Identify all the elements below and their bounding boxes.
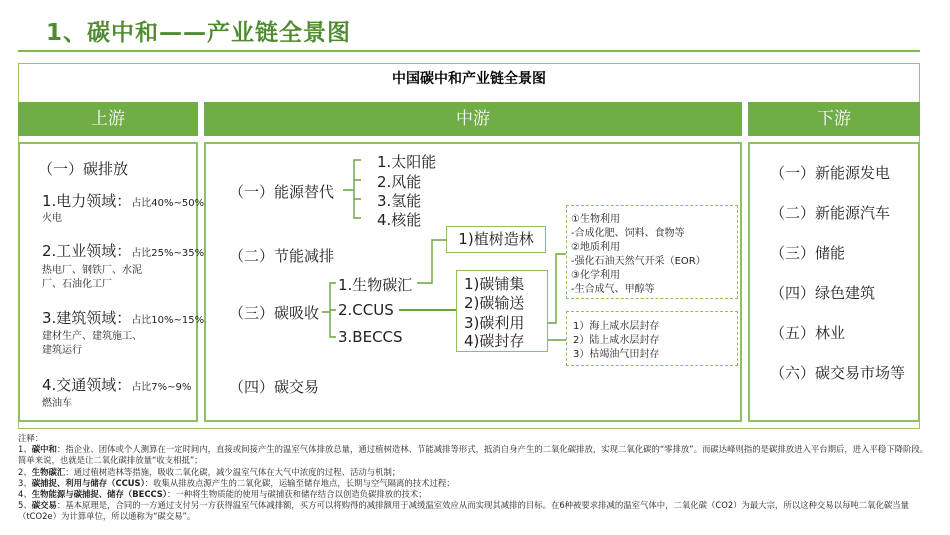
energy-item: 3.氢能 [377, 192, 422, 210]
sector-name: 1.电力领域： [42, 192, 132, 210]
note-text: ：收集从排放点源产生的二氧化碳，运输至储存地点，长期与空气隔离的技术过程； [144, 477, 455, 488]
storage-line: 2）陆上咸水层封存 [573, 335, 660, 346]
sector-detail: 建材生产、建筑施工、 [42, 331, 142, 342]
utilization-line: ②地质利用 [571, 242, 620, 253]
absorption-item: 2.CCUS [338, 301, 394, 319]
utilization-line: -生合成气、甲醇等 [571, 284, 655, 295]
header-upstream: 上游 [18, 102, 198, 136]
energy-item: 2.风能 [377, 173, 422, 191]
ccus-step: 4)碳封存 [464, 332, 525, 350]
downstream-item: （二）新能源汽车 [770, 204, 891, 222]
note-text: ：通过植树造林等措施，吸收二氧化碳，减少温室气体在大气中浓度的过程、活动与机制； [65, 466, 401, 477]
afforestation-box: 1)植树造林 [446, 226, 546, 253]
sector-share: 占比7%~9% [131, 382, 192, 393]
header-downstream: 下游 [748, 102, 920, 136]
diagram-title: 中国碳中和产业链全景图 [392, 71, 546, 87]
note-item: 4、生物能源与碳捕捉、储存（BECCS）：一种将生物质能的使用与碳捕获和储存结合以创造负碳排放的技术； [18, 489, 427, 500]
sector-detail: 建筑运行 [42, 345, 82, 356]
notes [18, 433, 930, 523]
note-item: 3、碳捕捉、利用与储存（CCUS）：收集从排放点源产生的二氧化碳，运输至储存地点，长期与空气隔离的技术过程； [18, 477, 455, 488]
ccus-step: 1)碳铺集 [464, 275, 525, 293]
sector-detail: 燃油车 [42, 398, 72, 409]
storage-line: 3）枯竭油气田封存 [573, 349, 660, 360]
note-term: 生物能源与碳捕捉、储存（BECCS） [31, 489, 167, 500]
downstream-item: （三）储能 [770, 244, 846, 262]
absorption-item: 1.生物碳汇 [338, 276, 413, 294]
downstream-item: （一）新能源发电 [770, 164, 891, 182]
downstream-item: （四）绿色建筑 [770, 284, 876, 302]
note-text: ：基本原理是，合同的一方通过支付另一方获得温室气体减排额，买方可以将购得的减排额用于减缓温室效应从而实现其减排的目标。在6种被要求排减的温室气体中，二氧化碳（CO2）为最大宗，所以这种交易以每吨二氧化碳当量（tCO2e）为计算单位，所以通称为“碳交易”。 [18, 500, 910, 522]
sector-name: 2.工业领域： [42, 242, 132, 260]
note-item: 2、生物碳汇：通过植树造林等措施，吸收二氧化碳，减少温室气体在大气中浓度的过程、活动与机制； [18, 466, 401, 477]
note-term: 碳中和 [31, 444, 57, 455]
note-item: 1、碳中和：指企业、团体或个人测算在一定时间内，直接或间接产生的温室气体排放总量，通过植树造林、节能减排等形式，抵消自身产生的二氧化碳排放，实现二氧化碳的“零排放”。而碳达峰则指的是碳排放进入平台期后，进入平稳下降阶段。简单来说，也就是让二氧化碳排放量“收支相抵”； [18, 444, 929, 466]
sector-share: 占比10%~15% [131, 315, 205, 326]
note-term: 碳交易 [31, 500, 57, 511]
page-title: 1、碳中和——产业链全景图 [46, 20, 352, 46]
sector-share: 占比40%~50% [131, 198, 205, 209]
utilization-line: -合成化肥、饲料、食物等 [571, 228, 685, 239]
carbon-absorption-label: （三）碳吸收 [229, 304, 320, 322]
energy-item: 4.核能 [377, 211, 422, 229]
note-text: ：一种将生物质能的使用与碳捕获和储存结合以创造负碳排放的技术； [166, 489, 427, 500]
sector-share: 占比25%~35% [131, 248, 205, 259]
energy-replacement-label: （一）能源替代 [229, 183, 335, 201]
note-item: 5、碳交易：基本原理是，合同的一方通过支付另一方获得温室气体减排额，买方可以将购得的减排额用于减缓温室效应从而实现其减排的目标。在6种被要求排减的温室气体中，二氧化碳（CO2）为最大宗，所以这种交易以每吨二氧化碳当量（tCO2e）为计算单位，所以通称为“碳交易”。 [18, 500, 910, 522]
ccus-step: 3)碳利用 [464, 314, 525, 332]
downstream-item: （六）碳交易市场等 [770, 364, 906, 382]
downstream-item: （五）林业 [770, 324, 846, 342]
storage-line: 1）海上咸水层封存 [573, 321, 660, 332]
notes-header: 注释： [18, 433, 44, 443]
utilization-line: -强化石油天然气开采（EOR） [571, 256, 706, 267]
sector-name: 3.建筑领域： [42, 309, 132, 327]
ccus-step: 2)碳输送 [464, 294, 525, 312]
energy-saving-label: （二）节能减排 [229, 247, 335, 265]
absorption-item: 3.BECCS [338, 328, 403, 346]
energy-item: 1.太阳能 [377, 153, 437, 171]
utilization-line: ③化学利用 [571, 270, 620, 281]
upstream-heading: （一）碳排放 [38, 160, 129, 178]
sector-detail: 火电 [42, 213, 62, 224]
sector-name: 4.交通领域： [42, 376, 132, 394]
sector-detail: 热电厂、钢铁厂、水泥 [42, 265, 142, 276]
sector-detail: 厂、石油化工厂 [42, 279, 112, 290]
header-midstream: 中游 [204, 102, 742, 136]
note-text: ：指企业、团体或个人测算在一定时间内，直接或间接产生的温室气体排放总量，通过植树造林、节能减排等形式，抵消自身产生的二氧化碳排放，实现二氧化碳的“零排放”。而碳达峰则指的是碳排放进入平台期后，进入平稳下降阶段。简单来说，也就是让二氧化碳排放量“收支相抵”； [18, 444, 929, 466]
carbon-trading-label: （四）碳交易 [229, 378, 320, 396]
note-term: 生物碳汇 [31, 466, 66, 477]
utilization-line: ①生物利用 [571, 214, 620, 225]
note-term: 碳捕捉、利用与储存（CCUS） [31, 477, 145, 488]
